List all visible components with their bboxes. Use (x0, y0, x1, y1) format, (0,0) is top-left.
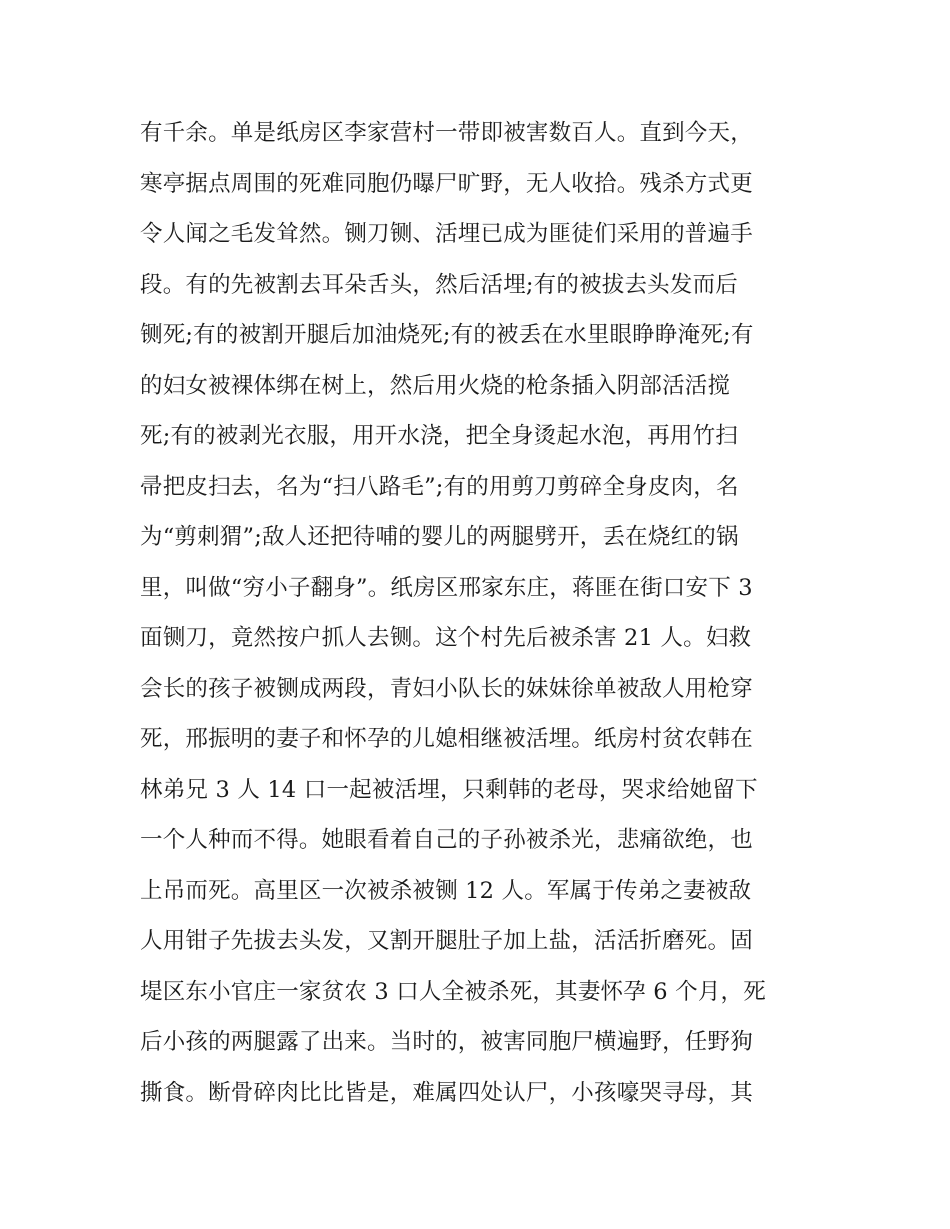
text-line-3: 令人闻之毛发耸然。铡刀铡、活埋已成为匪徒们采用的普遍手 (140, 221, 753, 247)
text-line-5: 铡死;有的被割开腿后加油烧死;有的被丢在水里眼睁睁淹死;有 (140, 322, 754, 348)
text-line-7: 死;有的被剥光衣服，用开水浇，把全身烫起水泡，再用竹扫 (140, 423, 738, 449)
text-line-8: 帚把皮扫去，名为“扫八路毛”;有的用剪刀剪碎全身皮肉，名 (140, 473, 739, 500)
text-line-16: 上吊而死。高里区一次被杀被铡 12 人。军属于传弟之妻被敌 (140, 877, 752, 904)
text-line-2: 寒亭据点周围的死难同胞仍曝尸旷野，无人收拾。残杀方式更 (140, 170, 753, 197)
text-line-18: 堤区东小官庄一家贫农 3 口人全被杀死，其妻怀孕 6 个月，死 (140, 978, 766, 1005)
text-line-11: 面铡刀，竟然按户抓人去铡。这个村先后被杀害 21 人。妇救 (140, 625, 752, 651)
text-line-1: 有千余。单是纸房区李家营村一带即被害数百人。直到今天， (140, 120, 753, 146)
text-line-20: 撕食。断骨碎肉比比皆是，难属四处认尸，小孩嚎哭寻母，其 (140, 1079, 753, 1106)
text-line-13: 死，邢振明的妻子和怀孕的儿媳相继被活埋。纸房村贫农韩在 (140, 726, 753, 752)
text-line-12: 会长的孩子被铡成两段，青妇小队长的妹妹徐单被敌人用枪穿 (140, 675, 753, 702)
text-line-15: 一个人种而不得。她眼看着自己的子孙被杀光，悲痛欲绝，也 (140, 827, 753, 853)
text-line-14: 林弟兄 3 人 14 口一起被活埋，只剩韩的老母，哭求给她留下 (140, 776, 758, 803)
text-line-9: 为“剪刺猬”;敌人还把待哺的婴儿的两腿劈开，丢在烧红的锅 (140, 524, 739, 550)
text-line-4: 段。有的先被割去耳朵舌头，然后活埋;有的被拔去头发而后 (140, 271, 738, 298)
text-line-10: 里，叫做“穷小子翻身”。纸房区邢家东庄，蒋匪在街口安下 3 (140, 574, 753, 601)
body-text (140, 108, 820, 1118)
text-line-17: 人用钳子先拔去头发，又割开腿肚子加上盐，活活折磨死。固 (140, 928, 753, 954)
text-line-19: 后小孩的两腿露了出来。当时的，被害同胞尸横遍野，任野狗 (140, 1029, 753, 1055)
text-line-6: 的妇女被裸体绑在树上，然后用火烧的枪条插入阴部活活搅 (140, 372, 731, 399)
